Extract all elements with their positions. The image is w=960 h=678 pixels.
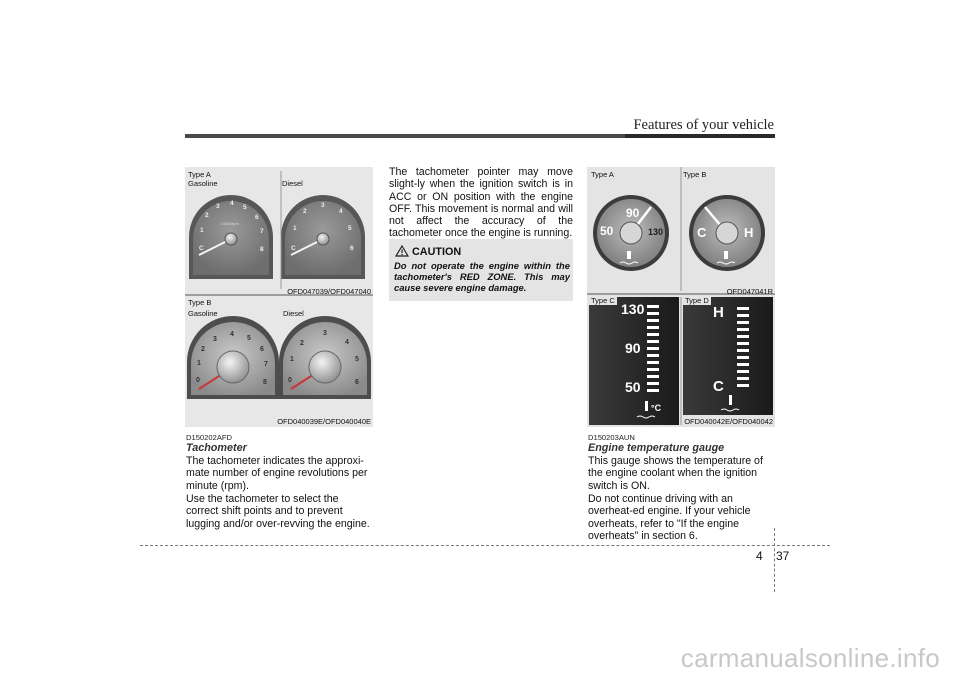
temperature-figure <box>587 167 775 427</box>
temp-gauge-c <box>589 297 679 425</box>
page-number-divider <box>774 528 775 592</box>
caution-text: Do not operate the engine within the tachometer's RED ZONE. This may cause severe engine damage. <box>394 260 570 293</box>
svg-text:50: 50 <box>625 379 641 395</box>
figure-code-b: OFD040039E/OFD040040E <box>277 417 371 426</box>
svg-text:130: 130 <box>621 301 645 317</box>
svg-text:6: 6 <box>355 379 359 386</box>
header-title: Features of your vehicle <box>633 117 774 133</box>
svg-text:C: C <box>199 245 204 252</box>
temperature-para-1: This gauge shows the temperature of the engine coolant when the ignition switch is ON. <box>588 455 763 492</box>
svg-text:7: 7 <box>264 361 268 368</box>
caution-title: CAUTION <box>412 246 462 258</box>
footer-divider <box>140 545 830 546</box>
type-b-label: Type B <box>188 298 212 307</box>
svg-text:4: 4 <box>339 208 343 215</box>
svg-text:1: 1 <box>290 356 294 363</box>
watermark: carmanualsonline.info <box>680 643 940 673</box>
svg-text:5: 5 <box>348 225 352 232</box>
svg-text:C: C <box>697 225 707 240</box>
svg-text:0: 0 <box>288 377 292 384</box>
type-a-label: Type A <box>188 170 211 179</box>
tach-a-gasoline <box>189 195 273 279</box>
svg-text:3: 3 <box>216 203 220 210</box>
tach-b-diesel <box>279 316 371 399</box>
diesel-a-label: Diesel <box>282 179 303 188</box>
svg-text:8: 8 <box>260 246 264 253</box>
temp-figure-code-cd: OFD040042E/OFD040042 <box>684 417 773 426</box>
svg-text:7: 7 <box>260 228 264 235</box>
svg-text:0: 0 <box>196 377 200 384</box>
svg-text:H: H <box>713 304 724 321</box>
svg-text:6: 6 <box>255 214 259 221</box>
svg-text:C: C <box>291 245 296 252</box>
tachometer-section-code: D150202AFD <box>186 433 233 442</box>
tachometer-title: Tachometer <box>186 442 247 454</box>
svg-text:1: 1 <box>200 227 204 234</box>
svg-text:130: 130 <box>648 227 664 237</box>
svg-text:2: 2 <box>300 340 304 347</box>
svg-text:3: 3 <box>323 330 327 337</box>
svg-text:H: H <box>744 225 754 240</box>
tachometer-para-2: Use the tachometer to select the correct shift points and to prevent lugging and/or over-revving the engine. <box>186 493 370 530</box>
tach-a-diesel <box>281 195 365 279</box>
tachometer-para-1: The tachometer indicates the approxi-mate number of engine revolutions per minute (rpm). <box>186 455 368 492</box>
svg-text:50: 50 <box>600 224 614 238</box>
tachometer-note: The tachometer pointer may move slight-ly when the ignition switch is in ACC or ON position with the engine OFF. This movement is normal and will not affect the accuracy of the tachometer once the engine is running. <box>389 166 573 240</box>
temp-type-d-label: Type D <box>685 296 709 305</box>
svg-text:5: 5 <box>355 356 359 363</box>
svg-text:4: 4 <box>345 339 349 346</box>
diesel-b-label: Diesel <box>283 309 304 318</box>
svg-text:°C: °C <box>651 403 662 413</box>
temp-type-c-label: Type C <box>591 296 615 305</box>
warning-icon <box>395 245 409 257</box>
svg-text:3: 3 <box>321 202 325 209</box>
svg-text:6: 6 <box>260 346 264 353</box>
svg-text:x1000rpm: x1000rpm <box>221 221 239 226</box>
header-rule <box>185 134 775 138</box>
tachometer-illustration <box>185 167 373 427</box>
svg-text:90: 90 <box>626 206 640 220</box>
svg-text:90: 90 <box>625 340 641 356</box>
tach-b-gasoline <box>187 316 279 399</box>
svg-text:5: 5 <box>247 335 251 342</box>
temp-figure-code-ab: OFD047041R <box>726 287 773 296</box>
svg-text:1: 1 <box>197 360 201 367</box>
svg-text:4: 4 <box>230 331 234 338</box>
svg-text:2: 2 <box>201 346 205 353</box>
temp-gauge-a <box>593 195 669 271</box>
svg-text:1: 1 <box>293 225 297 232</box>
svg-text:2: 2 <box>205 212 209 219</box>
chapter-number: 4 <box>756 549 763 563</box>
caution-box <box>389 239 573 301</box>
temperature-para-2: Do not continue driving with an overheat-ed engine. If your vehicle overheats, refer to "If the engine overheats" in section 6. <box>588 493 751 542</box>
figure-code-a: OFD047039/OFD047040 <box>287 287 371 296</box>
gasoline-a-label: Gasoline <box>188 179 218 188</box>
temperature-section-code: D150203AUN <box>588 433 635 442</box>
svg-text:5: 5 <box>243 204 247 211</box>
temp-gauge-b <box>689 195 765 271</box>
gasoline-b-label: Gasoline <box>188 309 218 318</box>
tachometer-figure <box>185 167 373 427</box>
temp-gauge-d <box>683 297 773 415</box>
temp-type-a-label: Type A <box>591 170 614 179</box>
svg-text:C: C <box>713 378 724 395</box>
svg-text:8: 8 <box>263 379 267 386</box>
svg-text:3: 3 <box>213 336 217 343</box>
page-number: 37 <box>776 549 790 563</box>
svg-text:4: 4 <box>230 200 234 207</box>
svg-text:2: 2 <box>303 208 307 215</box>
temp-type-b-label: Type B <box>683 170 707 179</box>
temperature-title: Engine temperature gauge <box>588 442 725 454</box>
svg-text:6: 6 <box>350 245 354 252</box>
